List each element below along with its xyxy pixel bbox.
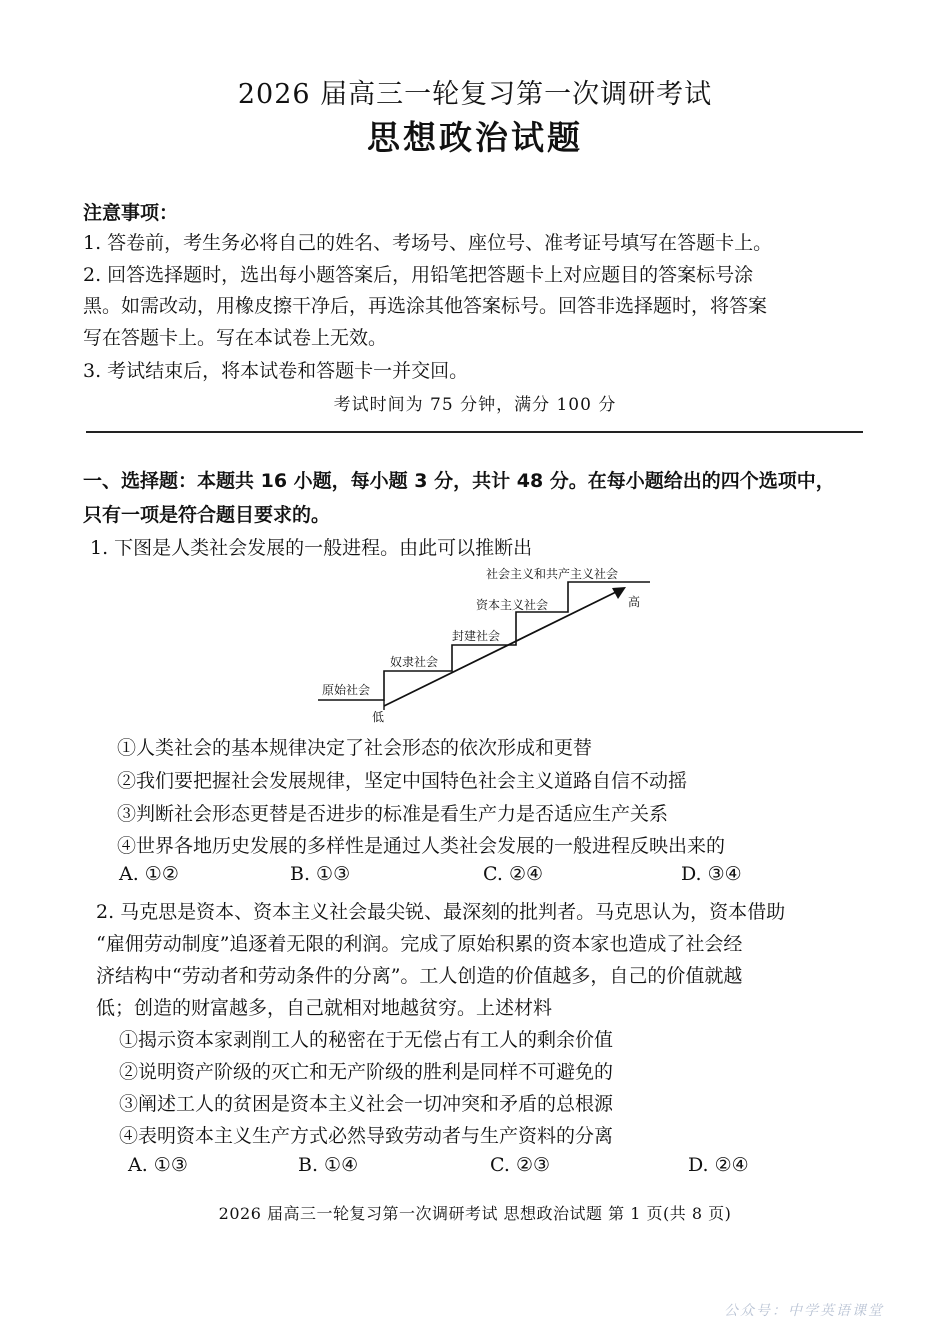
question-1-statement: ②我们要把握社会发展规律，坚定中国特色社会主义道路自信不动摇 — [117, 770, 688, 792]
stage-label-capitalist: 资本主义社会 — [476, 598, 549, 612]
stage-label-feudal: 封建社会 — [452, 629, 501, 643]
question-2-option-d[interactable]: D. ②④ — [688, 1154, 749, 1176]
question-2-stem: “雇佣劳动制度”追逐着无限的利润。完成了原始积累的资本家也造成了社会经 — [96, 933, 743, 955]
question-2-stem: 低；创造的财富越多，自己就相对地越贫穷。上述材料 — [96, 997, 553, 1019]
question-1-statement: ①人类社会的基本规律决定了社会形态的依次形成和更替 — [117, 737, 593, 759]
question-1-option-d[interactable]: D. ③④ — [681, 863, 742, 885]
stage-label-socialist: 社会主义和共产主义社会 — [486, 567, 619, 581]
divider — [86, 431, 863, 433]
question-1-option-c[interactable]: C. ②④ — [483, 863, 544, 885]
question-1-stem: 1. 下图是人类社会发展的一般进程。由此可以推断出 — [90, 537, 533, 559]
question-2-option-b[interactable]: B. ①④ — [298, 1154, 359, 1176]
notice-line: 2. 回答选择题时，选出每小题答案后，用铅笔把答题卡上对应题目的答案标号涂 — [83, 264, 754, 286]
low-label: 低 — [372, 710, 385, 724]
question-2-statement: ④表明资本主义生产方式必然导致劳动者与生产资料的分离 — [119, 1125, 614, 1147]
question-2-stem: 济结构中“劳动者和劳动条件的分离”。工人创造的价值越多，自己的价值就越 — [96, 965, 743, 987]
exam-time-info: 考试时间为 75 分钟，满分 100 分 — [333, 395, 617, 415]
question-1-statement: ③判断社会形态更替是否进步的标准是看生产力是否适应生产关系 — [117, 803, 669, 825]
question-1-option-a[interactable]: A. ①② — [119, 863, 179, 885]
question-2-option-c[interactable]: C. ②③ — [490, 1154, 551, 1176]
question-2-statement: ②说明资产阶级的灭亡和无产阶级的胜利是同样不可避免的 — [119, 1061, 614, 1083]
notice-heading: 注意事项： — [83, 202, 179, 224]
exam-title: 2026 届高三一轮复习第一次调研考试 — [237, 79, 713, 110]
subject-title: 思想政治试题 — [367, 118, 583, 157]
question-1-statement: ④世界各地历史发展的多样性是通过人类社会发展的一般进程反映出来的 — [117, 835, 726, 857]
section-instruction: 只有一项是符合题目要求的。 — [83, 504, 331, 526]
page-footer: 2026 届高三一轮复习第一次调研考试 思想政治试题 第 1 页(共 8 页) — [218, 1204, 732, 1223]
section-instruction: 一、选择题：本题共 16 小题，每小题 3 分，共计 48 分。在每小题给出的四个选项中， — [83, 470, 835, 492]
notice-line: 黑。如需改动，用橡皮擦干净后，再选涂其他答案标号。回答非选择题时，将答案 — [83, 295, 768, 317]
notice-line: 写在答题卡上。写在本试卷上无效。 — [83, 327, 388, 349]
question-1-option-b[interactable]: B. ①③ — [290, 863, 351, 885]
watermark: 公众号：中学英语课堂 — [724, 1303, 884, 1319]
question-2-stem: 2. 马克思是资本、资本主义社会最尖锐、最深刻的批判者。马克思认为，资本借助 — [96, 901, 786, 923]
question-2-statement: ①揭示资本家剥削工人的秘密在于无偿占有工人的剩余价值 — [119, 1029, 614, 1051]
notice-line: 1. 答卷前，考生务必将自己的姓名、考场号、座位号、准考证号填写在答题卡上。 — [83, 232, 773, 254]
social-development-diagram — [300, 560, 660, 725]
question-2-statement: ③阐述工人的贫困是资本主义社会一切冲突和矛盾的总根源 — [119, 1093, 614, 1115]
stage-label-slave: 奴隶社会 — [390, 655, 439, 669]
stage-label-primitive: 原始社会 — [322, 683, 371, 697]
notice-line: 3. 考试结束后，将本试卷和答题卡一并交回。 — [83, 360, 469, 382]
question-2-option-a[interactable]: A. ①③ — [128, 1154, 188, 1176]
high-label: 高 — [628, 595, 641, 609]
